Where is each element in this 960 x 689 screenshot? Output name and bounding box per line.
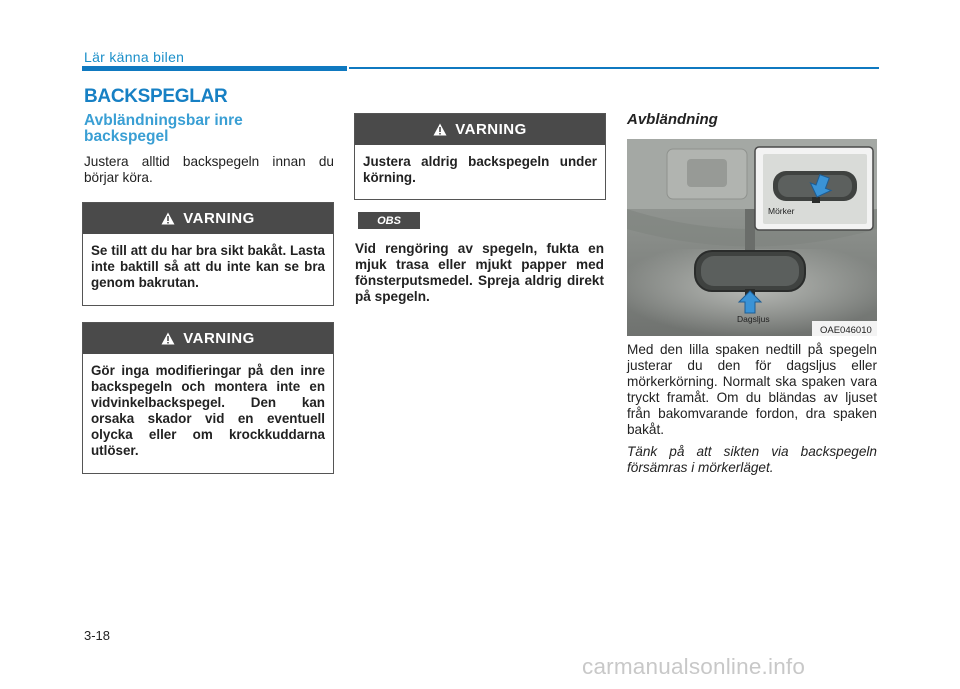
warning-box-2 bbox=[82, 322, 334, 474]
warning-title-3: VARNING bbox=[455, 121, 527, 138]
header-rule-thin bbox=[349, 67, 879, 69]
warning-header-2 bbox=[83, 323, 333, 354]
column1-subheading: Avbländningsbar inre backspegel bbox=[84, 112, 243, 145]
label-day: Dagsljus bbox=[737, 314, 770, 324]
warning-title-2: VARNING bbox=[183, 330, 255, 347]
label-night: Mörker bbox=[768, 206, 795, 216]
column3-body: Med den lilla spaken nedtill på spegeln justerar du den för dagsljus eller mörkerkörning. Normalt ska spaken vara tryckt framåt. Om du bländas av ljuset från bakomvarande fordon, dra spaken bakåt. bbox=[627, 342, 877, 437]
warning-text-2: Gör inga modifieringar på den inre backspegeln och montera inte en vidvinkelbackspegel. Den kan orsaka skador vid en eventuell olycka eller om krockkuddarna utlöser. bbox=[91, 363, 325, 458]
warning-triangle-icon bbox=[161, 332, 175, 345]
obs-badge: OBS bbox=[358, 212, 420, 229]
section-title: Lär känna bilen bbox=[84, 49, 185, 65]
header-rule-thick bbox=[82, 66, 347, 71]
warning-triangle-icon bbox=[161, 212, 175, 225]
column1-body: Justera alltid backspegeln innan du börjar köra. bbox=[84, 154, 334, 185]
page-number: 3-18 bbox=[84, 628, 111, 643]
watermark: carmanualsonline.info bbox=[582, 654, 806, 679]
warning-box-1 bbox=[82, 202, 334, 306]
warning-header-1 bbox=[83, 203, 333, 234]
column3-subheading: Avbländning bbox=[627, 111, 718, 128]
obs-text: Vid rengöring av spegeln, fukta en mjuk trasa eller mjukt papper med fönsterputsmedel. Spreja aldrig direkt på spegeln. bbox=[355, 241, 604, 304]
page-heading: BACKSPEGLAR bbox=[84, 86, 228, 107]
column3-italic-note: Tänk på att sikten via backspegeln försämras i mörkerläget. bbox=[627, 444, 877, 475]
figure-code: OAE046010 bbox=[820, 325, 872, 336]
warning-header-3 bbox=[355, 114, 605, 145]
warning-title-1: VARNING bbox=[183, 210, 255, 227]
warning-triangle-icon bbox=[433, 123, 447, 136]
rearview-mirror-illustration bbox=[627, 139, 877, 336]
warning-text-1: Se till att du har bra sikt bakåt. Lasta inte baktill så att du inte kan se bra genom bakrutan. bbox=[91, 243, 325, 290]
warning-box-3 bbox=[354, 113, 606, 200]
warning-text-3: Justera aldrig backspegeln under körning. bbox=[363, 154, 597, 185]
